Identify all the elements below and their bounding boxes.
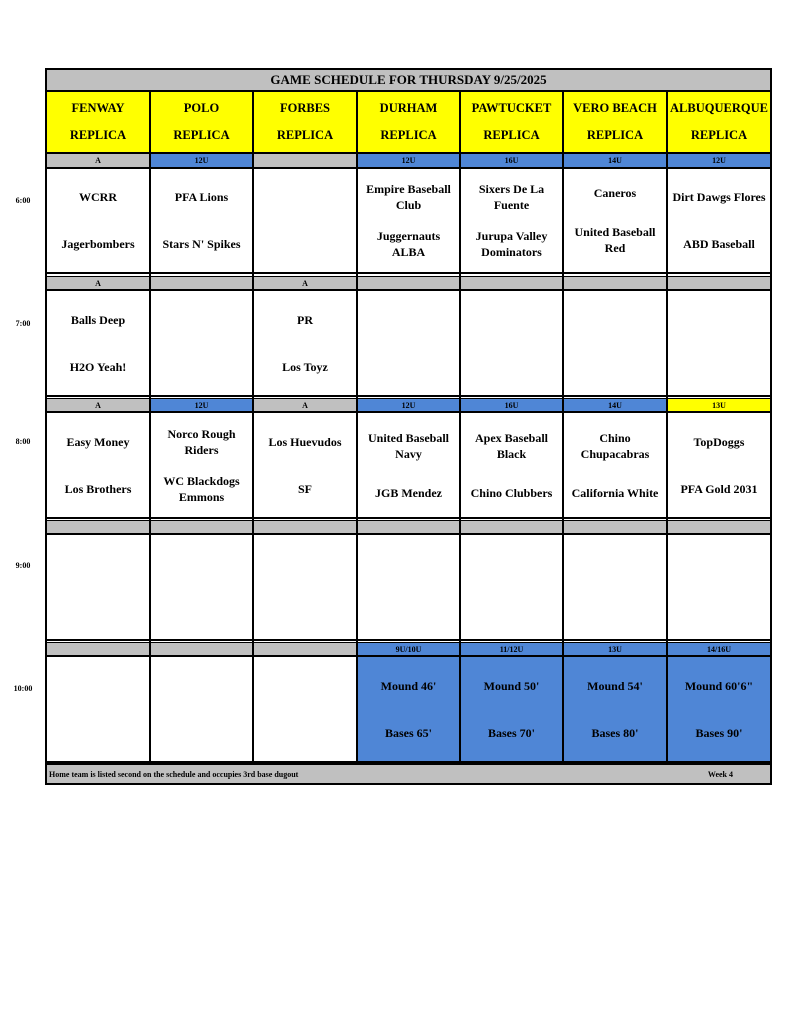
level-text: 14/16U <box>707 644 731 654</box>
level-text: 14U <box>608 156 622 165</box>
level-badge <box>357 153 460 168</box>
away-team: PFA Lions <box>174 190 229 205</box>
game-cell <box>667 290 771 396</box>
level-badge <box>150 276 253 290</box>
field-sub: REPLICA <box>276 128 334 142</box>
field-header-albuquerque <box>667 91 771 153</box>
base-distance: Bases 70' <box>487 725 535 740</box>
level-badge <box>46 398 150 412</box>
level-badge <box>253 398 357 412</box>
level-badge <box>460 153 563 168</box>
grid-line <box>459 91 461 764</box>
home-team: ABD Baseball <box>683 236 755 251</box>
field-sub: REPLICA <box>690 128 748 142</box>
game-cell <box>150 168 253 273</box>
level-badge <box>563 153 667 168</box>
week-label: Week 4 <box>707 769 733 779</box>
home-team: Juggernauts ALBA <box>376 228 441 259</box>
field-name: ALBUQUERQUE <box>670 101 768 115</box>
grid-line <box>45 68 47 785</box>
home-team: Jurupa Valley Dominators <box>475 228 548 259</box>
level-badge <box>46 642 150 656</box>
game-cell <box>46 534 150 640</box>
level-text: A <box>95 400 101 410</box>
level-text: 12U <box>194 156 209 165</box>
grid-line <box>46 398 771 399</box>
away-team: Dirt Dawgs Flores <box>672 190 766 205</box>
field-sub: REPLICA <box>69 128 127 142</box>
level-badge <box>460 642 563 656</box>
field-sub: REPLICA <box>483 128 540 142</box>
game-cell <box>460 168 563 273</box>
game-cell <box>460 534 563 640</box>
away-team: Los Huevudos <box>268 434 342 449</box>
home-team: United Baseball Red <box>574 224 656 255</box>
level-badge <box>667 276 771 290</box>
grid-line <box>356 91 358 764</box>
field-sub: REPLICA <box>586 128 644 142</box>
grid-line <box>46 533 771 535</box>
grid-line <box>46 517 771 519</box>
grid-line <box>46 655 771 657</box>
level-badge <box>253 520 357 534</box>
level-badge <box>460 520 563 534</box>
field-name: POLO <box>183 101 220 115</box>
level-badge <box>667 398 771 412</box>
level-text: A <box>95 156 101 165</box>
game-cell <box>253 534 357 640</box>
game-cell <box>253 656 357 762</box>
game-cell <box>150 412 253 518</box>
grid-line <box>46 639 771 641</box>
base-distance: Bases 80' <box>591 725 639 740</box>
level-badge <box>460 398 563 412</box>
field-name: FENWAY <box>71 101 125 115</box>
base-distance: Bases 90' <box>695 725 743 740</box>
level-badge <box>357 398 460 412</box>
level-badge <box>46 153 150 168</box>
grid-line <box>46 395 771 397</box>
level-text: 13U <box>712 400 726 410</box>
away-team: Norco Rough Riders <box>167 426 236 457</box>
level-text: 12U <box>712 156 726 165</box>
level-badge <box>150 520 253 534</box>
game-cell <box>150 656 253 762</box>
grid-line <box>46 167 771 169</box>
grid-line <box>46 90 771 92</box>
grid-line <box>45 68 772 70</box>
level-badge <box>253 153 357 168</box>
grid-line <box>149 91 151 764</box>
field-dimensions <box>460 656 563 762</box>
time-label: 8:00 <box>15 437 31 446</box>
field-header-fenway <box>46 91 150 153</box>
away-team: PR <box>297 312 313 327</box>
level-badge <box>150 642 253 656</box>
away-team: Easy Money <box>66 434 130 449</box>
away-team: Empire Baseball Club <box>366 182 451 213</box>
level-text: 11/12U <box>499 644 524 654</box>
game-cell <box>667 534 771 640</box>
level-text: A <box>302 278 308 288</box>
away-team: United Baseball Navy <box>367 430 449 461</box>
home-team: Stars N' Spikes <box>162 236 241 251</box>
game-cell <box>563 534 667 640</box>
grid-line <box>45 783 772 785</box>
field-sub: REPLICA <box>380 128 437 142</box>
level-text: 14U <box>608 400 622 410</box>
level-text: A <box>95 278 101 288</box>
game-cell <box>253 290 357 396</box>
game-cell <box>460 290 563 396</box>
time-label: 7:00 <box>15 319 31 328</box>
grid-line <box>46 153 771 154</box>
game-cell <box>150 534 253 640</box>
schedule-title-text: GAME SCHEDULE FOR THURSDAY 9/25/2025 <box>270 72 547 87</box>
game-cell <box>357 168 460 273</box>
grid-line <box>46 411 771 413</box>
game-cell <box>563 412 667 518</box>
game-cell <box>667 412 771 518</box>
level-text: 9U/10U <box>395 644 422 654</box>
level-badge <box>563 642 667 656</box>
home-team: California White <box>571 485 659 500</box>
field-header-durham <box>357 91 460 153</box>
level-badge <box>357 642 460 656</box>
away-team: Caneros <box>593 186 637 201</box>
grid-line <box>562 91 564 764</box>
level-badge <box>46 520 150 534</box>
schedule-title <box>46 69 771 91</box>
time-label: 9:00 <box>15 561 31 570</box>
home-team: Jagerbombers <box>61 236 135 251</box>
game-cell <box>357 290 460 396</box>
grid-line <box>46 289 771 291</box>
field-name: VERO BEACH <box>573 101 657 115</box>
game-cell <box>563 168 667 273</box>
mound-distance: Mound 50' <box>483 678 540 693</box>
grid-line <box>46 276 771 277</box>
mound-distance: Mound 46' <box>380 678 437 693</box>
level-badge <box>150 398 253 412</box>
field-name: PAWTUCKET <box>471 101 552 115</box>
game-cell <box>357 534 460 640</box>
grid-line <box>46 761 771 763</box>
grid-line <box>46 763 771 765</box>
grid-line <box>46 272 771 274</box>
field-dimensions <box>563 656 667 762</box>
away-team: Apex Baseball Black <box>474 430 548 461</box>
level-badge <box>563 398 667 412</box>
away-team: Sixers De La Fuente <box>478 182 545 213</box>
level-badge <box>253 276 357 290</box>
away-team: TopDoggs <box>693 434 745 449</box>
level-text: 16U <box>504 156 519 165</box>
game-cell <box>46 656 150 762</box>
level-badge <box>667 520 771 534</box>
grid-line <box>666 91 668 764</box>
level-badge <box>150 153 253 168</box>
field-dimensions <box>667 656 771 762</box>
grid-line <box>252 91 254 764</box>
away-team: Chino Chupacabras <box>580 430 650 461</box>
field-sub: REPLICA <box>173 128 230 142</box>
level-badge <box>253 642 357 656</box>
grid-line <box>770 68 772 785</box>
field-name: DURHAM <box>379 101 438 115</box>
home-team-note: Home team is listed second on the schedule and occupies 3rd base dugout <box>49 769 299 779</box>
game-cell <box>563 290 667 396</box>
home-team: WC Blackdogs Emmons <box>163 473 240 504</box>
home-team: JGB Mendez <box>375 485 442 500</box>
away-team: WCRR <box>79 190 117 205</box>
field-header-vero-beach <box>563 91 667 153</box>
game-cell <box>357 412 460 518</box>
level-badge <box>563 520 667 534</box>
level-badge <box>460 276 563 290</box>
home-team: SF <box>297 481 312 496</box>
home-team: PFA Gold 2031 <box>680 481 758 496</box>
game-cell <box>460 412 563 518</box>
level-text: 12U <box>194 400 209 410</box>
footer-bar <box>46 764 771 784</box>
game-cell <box>667 168 771 273</box>
game-cell <box>46 290 150 396</box>
home-team: Los Brothers <box>64 481 132 496</box>
home-team: Chino Clubbers <box>470 485 553 500</box>
level-text: 16U <box>504 400 519 410</box>
game-cell <box>253 168 357 273</box>
level-text: 12U <box>401 156 416 165</box>
game-cell <box>46 168 150 273</box>
level-badge <box>667 642 771 656</box>
time-label: 10:00 <box>13 684 33 693</box>
level-badge <box>667 153 771 168</box>
level-text: 13U <box>608 644 622 654</box>
game-cell <box>253 412 357 518</box>
level-badge <box>46 276 150 290</box>
game-cell <box>46 412 150 518</box>
field-header-polo <box>150 91 253 153</box>
game-cell <box>150 290 253 396</box>
field-header-forbes <box>253 91 357 153</box>
time-label: 6:00 <box>15 196 31 205</box>
level-text: 12U <box>401 400 416 410</box>
grid-line <box>46 520 771 521</box>
base-distance: Bases 65' <box>384 725 432 740</box>
level-badge <box>563 276 667 290</box>
mound-distance: Mound 60'6" <box>684 678 754 693</box>
home-team: Los Toyz <box>282 359 328 374</box>
away-team: Balls Deep <box>70 312 126 327</box>
home-team: H2O Yeah! <box>69 359 127 374</box>
field-name: FORBES <box>279 101 330 115</box>
field-header-pawtucket <box>460 91 563 153</box>
level-badge <box>357 276 460 290</box>
field-dimensions <box>357 656 460 762</box>
level-badge <box>357 520 460 534</box>
grid-line <box>46 642 771 643</box>
mound-distance: Mound 54' <box>587 678 643 693</box>
level-text: A <box>302 400 308 410</box>
